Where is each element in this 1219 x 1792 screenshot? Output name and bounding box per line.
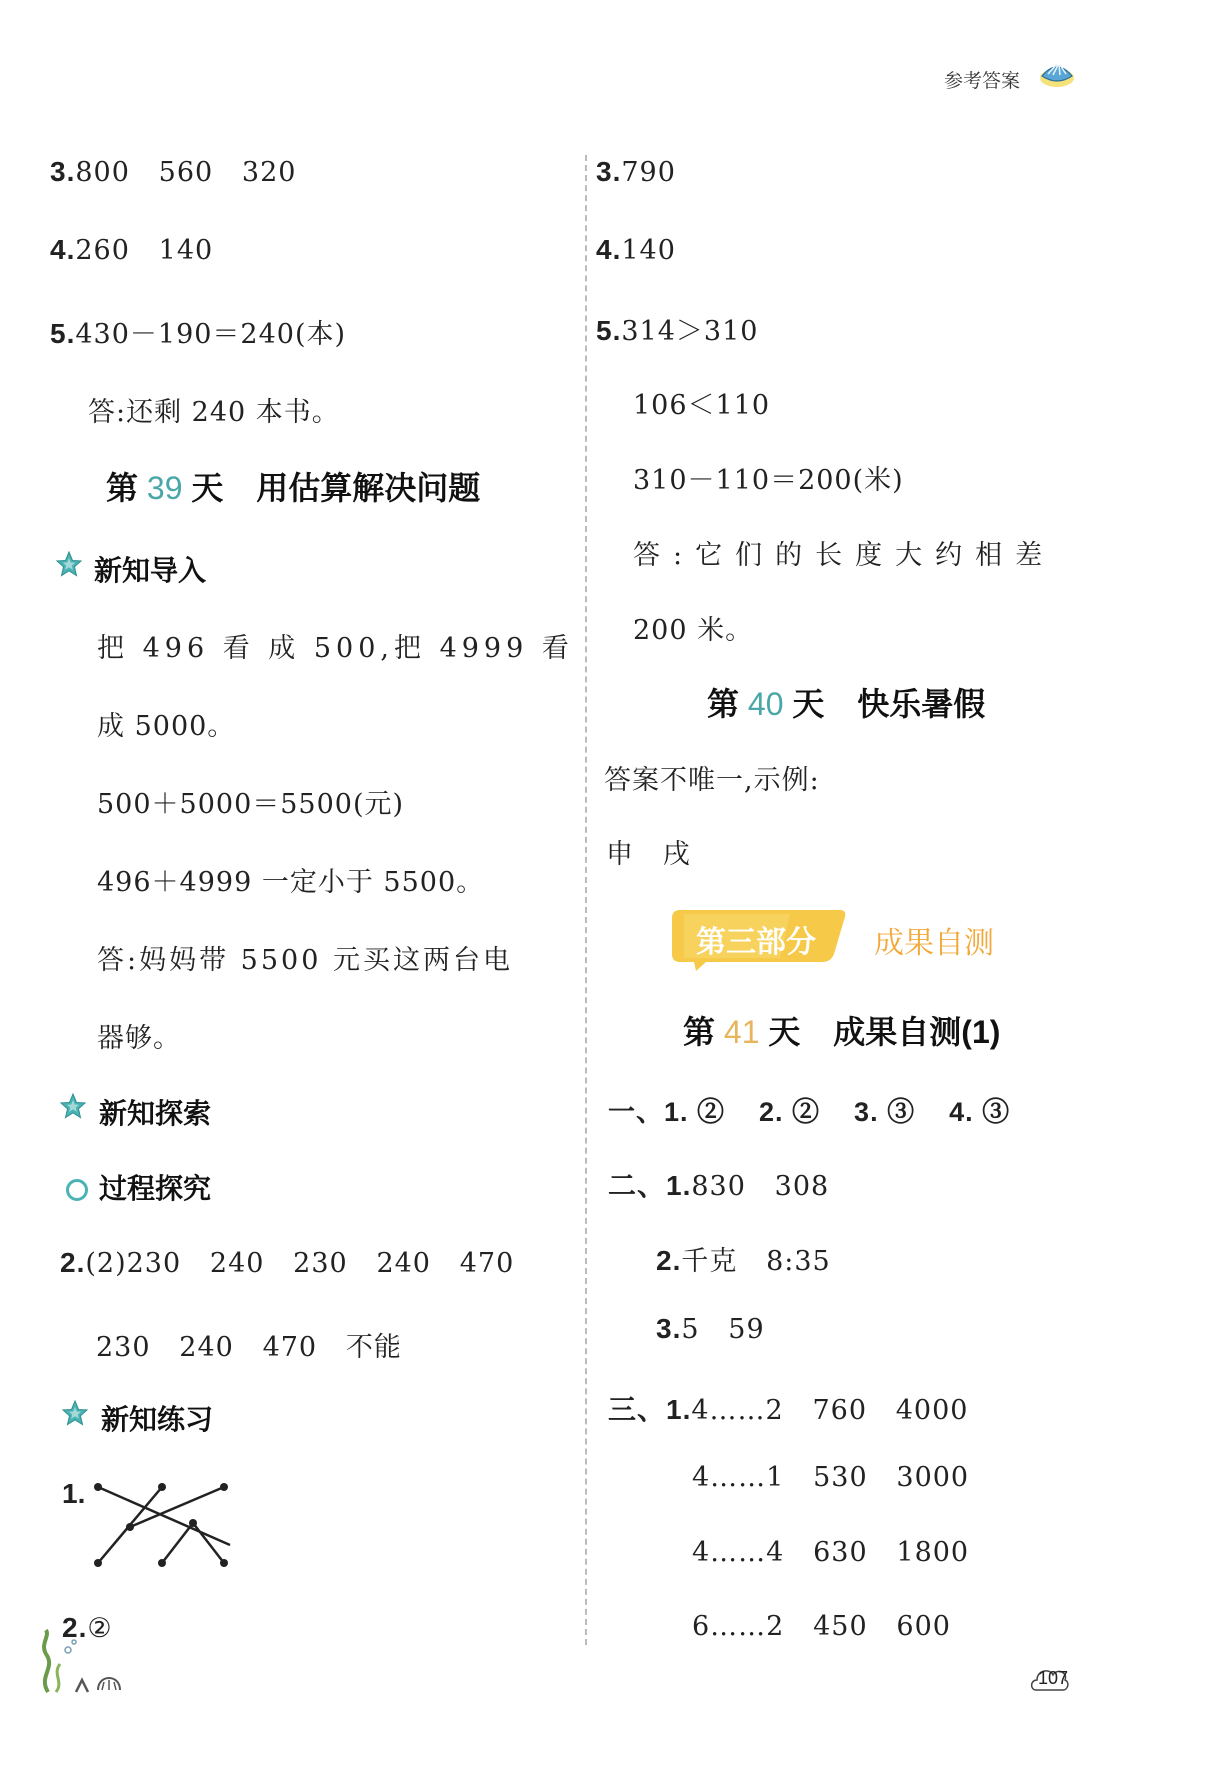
answer-line bbox=[608, 1164, 829, 1204]
section-heading-xinzhidaoru: 新知导入 bbox=[94, 555, 207, 586]
answer-text: 把 496 看 成 500,把 4999 看 bbox=[97, 633, 574, 664]
answer-text: 6……2 450 600 bbox=[692, 1611, 951, 1642]
item-number: 2. bbox=[60, 1247, 86, 1278]
answer-text: 200 米。 bbox=[633, 615, 754, 646]
answer-text: 430－190＝240(本) bbox=[75, 319, 347, 350]
item-number: 5. bbox=[50, 318, 76, 349]
item-number: 3. bbox=[656, 1313, 682, 1344]
section-heading-xinzhilianxi: 新知练习 bbox=[101, 1404, 214, 1435]
day-39-heading bbox=[106, 463, 480, 509]
answer-text: 230 240 470 不能 bbox=[96, 1332, 402, 1363]
day-40-heading bbox=[707, 679, 985, 725]
day-title: 用估算解决问题 bbox=[256, 470, 481, 506]
answer-text: 器够。 bbox=[97, 1023, 181, 1054]
day-title: 成果自测(1) bbox=[833, 1014, 1001, 1050]
answer-line bbox=[656, 1239, 831, 1278]
section-heading-guochengtanjiu: 过程探究 bbox=[99, 1173, 212, 1204]
answer-text: 申 戌 bbox=[606, 839, 691, 870]
answer-text: 800 560 320 bbox=[75, 157, 297, 188]
heading-suffix: 天 bbox=[191, 470, 224, 506]
star-icon bbox=[62, 1400, 88, 1426]
day-number: 39 bbox=[146, 470, 183, 506]
day-number: 40 bbox=[747, 686, 784, 722]
answer-text: 790 bbox=[621, 157, 676, 188]
item-number: 1. bbox=[62, 1478, 86, 1509]
answer-line bbox=[608, 1388, 968, 1428]
item-number: 3. bbox=[596, 156, 622, 187]
answer-text: 5 59 bbox=[681, 1314, 765, 1345]
answer-text: 成 5000。 bbox=[97, 711, 236, 742]
item-number: 三、1. bbox=[608, 1394, 692, 1425]
answer-line bbox=[50, 312, 346, 351]
heading-prefix: 第 bbox=[683, 1014, 716, 1050]
answer-text: 500＋5000＝5500(元) bbox=[97, 789, 405, 820]
answer-text: 答:还剩 240 本书。 bbox=[88, 397, 340, 428]
answer-text: 千克 8:35 bbox=[681, 1246, 831, 1277]
answer-text: 496＋4999 一定小于 5500。 bbox=[97, 867, 485, 898]
item-number: 4. bbox=[596, 234, 622, 265]
answer-line bbox=[596, 309, 758, 348]
answer-line bbox=[596, 234, 676, 266]
answer-line bbox=[60, 1247, 514, 1279]
item-number: 2. bbox=[656, 1245, 682, 1276]
item-number: 5. bbox=[596, 315, 622, 346]
shell-icon bbox=[1038, 60, 1076, 90]
answer-text: 140 bbox=[621, 235, 676, 266]
seaweed-decoration-icon bbox=[34, 1628, 124, 1694]
heading-prefix: 第 bbox=[707, 686, 740, 722]
heading-suffix: 天 bbox=[768, 1014, 801, 1050]
star-icon bbox=[56, 551, 82, 577]
item-number: 3. bbox=[50, 156, 76, 187]
answer-text: (2)230 240 230 240 470 bbox=[85, 1248, 515, 1279]
item-number: 4. bbox=[50, 234, 76, 265]
answer-text: 4……2 760 4000 bbox=[691, 1395, 969, 1426]
ring-icon bbox=[66, 1179, 88, 1201]
answer-text: 4……4 630 1800 bbox=[692, 1537, 970, 1568]
answer-text: 830 308 bbox=[691, 1171, 830, 1202]
answer-text: ② bbox=[87, 1613, 113, 1644]
item-number: 2. bbox=[62, 1612, 88, 1643]
answer-text: 4……1 530 3000 bbox=[692, 1462, 970, 1493]
star-icon bbox=[60, 1093, 86, 1119]
matching-lines-diagram bbox=[90, 1475, 235, 1570]
answer-text: 260 140 bbox=[75, 235, 214, 266]
heading-prefix: 第 bbox=[106, 470, 139, 506]
item-number: 二、1. bbox=[608, 1170, 692, 1201]
answer-line bbox=[656, 1313, 765, 1345]
column-divider bbox=[585, 155, 587, 1645]
heading-suffix: 天 bbox=[792, 686, 825, 722]
section-heading-xinzhitansuo: 新知探索 bbox=[99, 1098, 212, 1129]
answer-line bbox=[50, 156, 296, 188]
answer-text: 106＜110 bbox=[633, 390, 771, 421]
answer-line bbox=[50, 234, 213, 266]
day-41-heading bbox=[683, 1007, 1000, 1053]
answer-text: 答:妈妈带 5500 元买这两台电 bbox=[97, 945, 513, 976]
part-title: 成果自测 bbox=[874, 927, 994, 960]
header-label: 参考答案 bbox=[944, 71, 1021, 92]
page-number: 107 bbox=[1038, 1668, 1069, 1688]
answer-text: 答:它们的长度大约相差 bbox=[633, 540, 1056, 571]
day-title: 快乐暑假 bbox=[857, 686, 986, 722]
answer-line bbox=[596, 156, 676, 188]
answer-text: 314＞310 bbox=[621, 316, 759, 347]
part-badge-label: 第三部分 bbox=[696, 926, 816, 959]
answer-text: 答案不唯一,示例: bbox=[604, 765, 820, 796]
answer-line: 一、1. ② 2. ② 3. ③ 4. ③ bbox=[608, 1097, 1011, 1127]
day-number: 41 bbox=[723, 1014, 760, 1050]
answer-text: 310－110＝200(米) bbox=[633, 465, 904, 496]
